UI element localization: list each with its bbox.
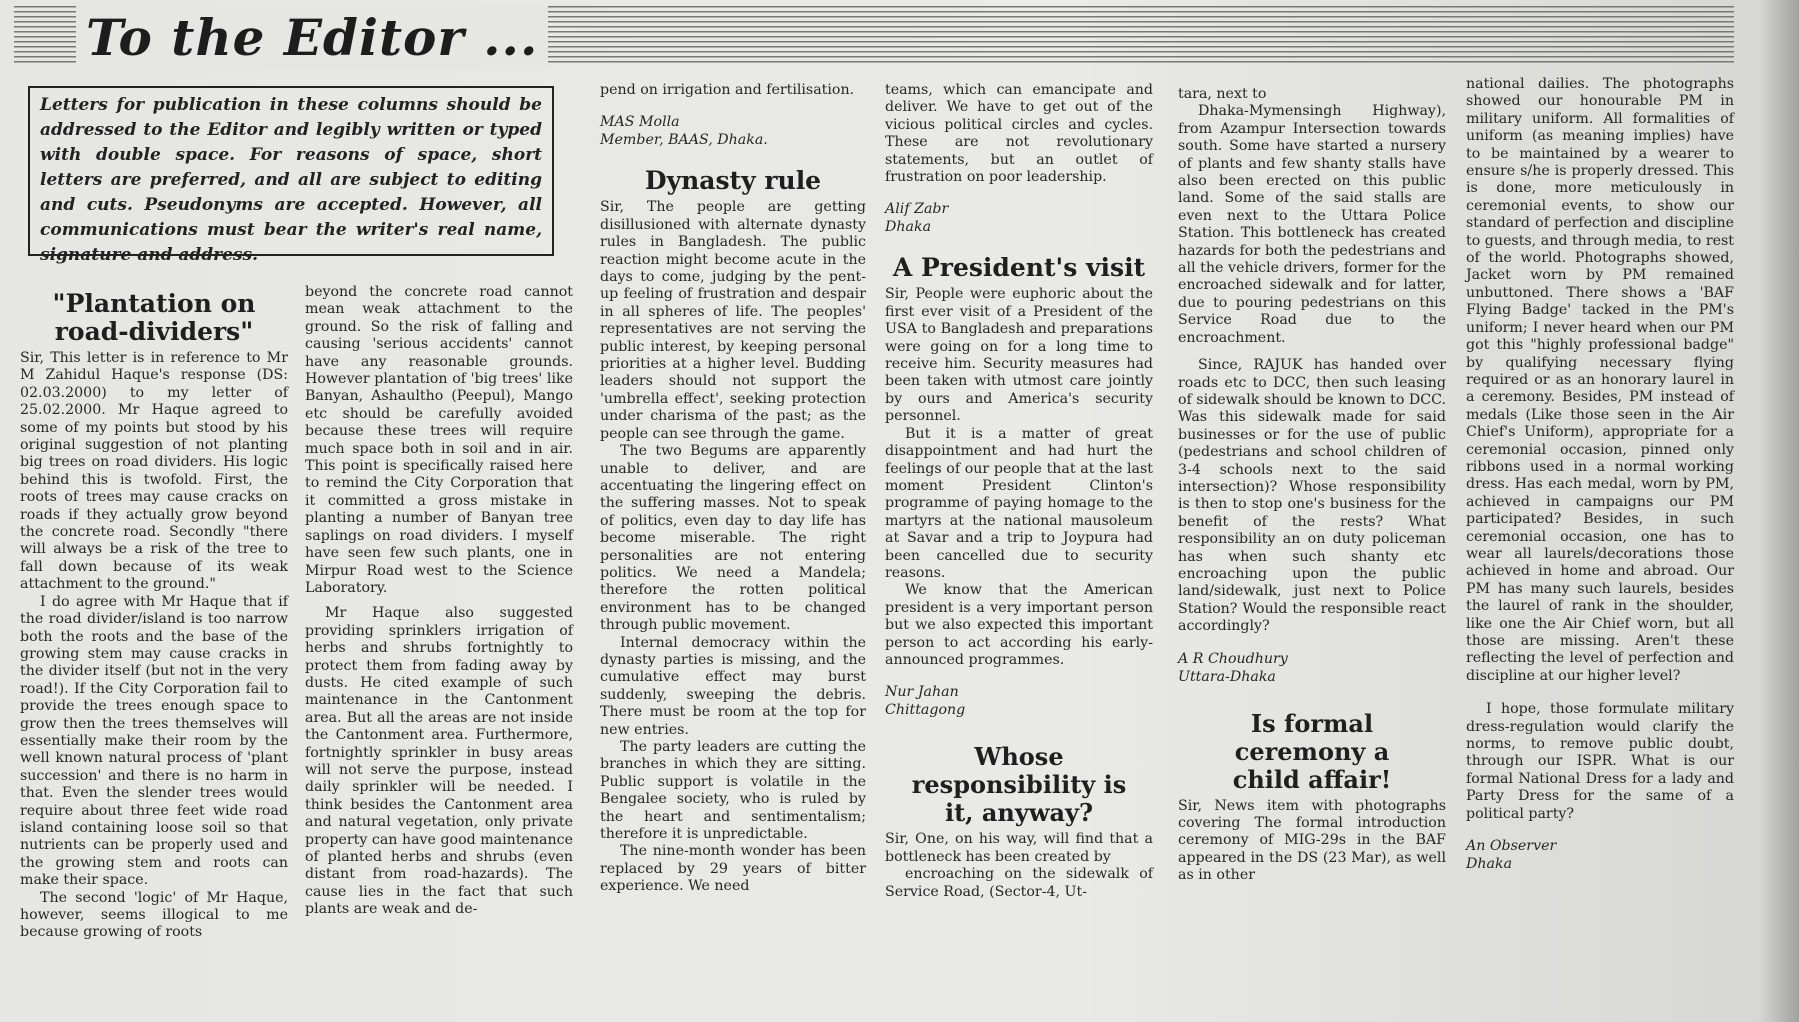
dynasty-para-2: The two Begums are apparently unable to deliver, and are accentuating the lingering effect on the suffering masses. Not to speak of politics, even day to day life has become miserable. The right personalities are not entering politics. We need a Mandela; therefore the rotten political environment has to be changed through public movement.: [600, 443, 866, 634]
signature-name: A R Choudhury: [1178, 650, 1288, 667]
dynasty-para-4: The party leaders are cutting the branches in which they are sitting. Public support is volatile in the Bengalee society, who is ruled by the heart and sentimentalism; therefore it is unpredictable.: [600, 739, 866, 843]
plantation-signature: [600, 113, 866, 149]
section-title: To the Editor ...: [76, 6, 548, 70]
responsibility-para-1: Sir, One, on his way, will find that a bottleneck has been created by: [885, 831, 1153, 865]
ceremony-cont-1: national dailies. The photographs showed our honourable PM in military uniform. All formalities of uniform (as meaning implies) have to be maintained by a wearer to ensure s/he is properly dressed. This is done, more meticulously in ceremonial events, to show our standard of perfection and discipline to guests, and through media, to rest of the world. Photographs showed, Jacket worn by PM remained unbuttoned. There shows a 'BAF Flying Badge' tacked in the PM's uniform; I never heard when our PM got this "highly professional badge" by qualifying necessary flying required or as an honorary laurel in a ceremony. Besides, PM instead of medals (Like those seen in the Air Chief's Uniform), appropriate for a ceremonial occasion, pinned only ribbons used in a normal working dress. Has each medal, worn by PM, achieved in campaigns our PM participated? Besides, in such ceremonial occasion, one has to wear all laurels/decorations those achieved in home and abroad. Our PM has many such laurels, besides the laurel of rank in the shoulder, like one the Air Chief worn, but all those are missing. Aren't these reflecting the level of perfection and discipline at our higher level?: [1466, 76, 1734, 684]
dynasty-para-1: Sir, The people are getting disillusioned with alternate dynasty rules in Bangladesh. The public reaction might become acute in the days to come, judging by the pent-up feeling of frustration and despair in all spheres of life. The peoples' representatives are not serving the public interest, by keeping personal priorities at a higher level. Budding leaders should not support the 'umbrella effect', seeking protection under charisma of the past; as the people can see through the game.: [600, 199, 866, 442]
column-1: [20, 290, 288, 942]
page-edge-shadow: [1759, 0, 1799, 1022]
column-2: [305, 284, 573, 919]
responsibility-cont-3: Since, RAJUK has handed over roads etc to DCC, then such leasing of sidewalk should be known to DCC. Was this sidewalk made for said businesses or for the use of public (pedestrians and school children of 3-4 schools next to the said intersection)? Whose responsibility is then to stop one's business for the benefit of the rests? What responsibility an on duty policeman has when such shanty etc encroaching upon the public land/sidewalk, just next to Police Station? Would the responsible react accordingly?: [1178, 357, 1446, 635]
signature-place: Member, BAAS, Dhaka.: [600, 132, 768, 149]
signature-place: Chittagong: [885, 702, 966, 719]
dynasty-para-3: Internal democracy within the dynasty parties is missing, and the cumulative effect may burst suddenly, sweeping the debris. There must be room at the top for new entries.: [600, 634, 866, 738]
ceremony-signature: [1466, 837, 1734, 873]
plantation-para-1: Sir, This letter is in reference to Mr M Zahidul Haque's response (DS: 02.03.2000) to my letter of 25.02.2000. Mr Haque agreed to some of my points but stood by his original suggestion of not planting big trees on road dividers. His logic behind this is twofold. First, the roots of trees may cause cracks on roads if they actually grow beyond the concrete road. Secondly "there will always be a risk of the tree to fall down because of its weak attachment to the ground.": [20, 350, 288, 593]
dynasty-signature: [885, 200, 1153, 236]
signature-place: Dhaka: [885, 219, 932, 236]
signature-name: Nur Jahan: [885, 684, 959, 701]
responsibility-para-2: encroaching on the sidewalk of Service Road, (Sector-4, Ut-: [885, 866, 1153, 900]
responsibility-signature: [1178, 650, 1446, 686]
headline-president: A President's visit: [892, 253, 1146, 283]
president-para-3: We know that the American president is a very important person but we also expected this important person to act according his early-announced programmes.: [885, 582, 1153, 668]
headline-plantation: "Plantation on road-dividers": [52, 289, 256, 346]
signature-name: MAS Molla: [600, 114, 680, 131]
plantation-para-2: I do agree with Mr Haque that if the road divider/island is too narrow both the roots and the base of the growing stem may cause cracks in the divider itself (but not in the very road!). If the City Corporation fail to provide the trees enough space to grow then the trees themselves will essentially make their room by the well known natural process of 'plant succession' and there is no harm in that. Even the slender trees would require about three feet wide road island containing loose soil so that nutrients can be properly used and the growing stem and roots can make their space.: [20, 593, 288, 889]
signature-name: Alif Zabr: [885, 201, 949, 218]
ceremony-para-1: Sir, News item with photographs covering The formal introduction ceremony of MIG-29s in the BAF appeared in the DS (23 Mar), as well as in other: [1178, 797, 1446, 884]
plantation-para-3: The second 'logic' of Mr Haque, however, seems illogical to me because growing of roots: [20, 889, 288, 941]
headline-ceremony: Is formal ceremony a child affair!: [1232, 708, 1392, 794]
president-para-1: Sir, People were euphoric about the first ever visit of a President of the USA to Bangladesh and preparations were going on for a long time to receive him. Security measures had been taken with utmost care jointly by ours and America's security personnel.: [885, 286, 1153, 425]
president-signature: [885, 683, 1153, 719]
column-5: [1178, 86, 1446, 885]
headline-dynasty: Dynasty rule: [644, 166, 822, 196]
column-6: [1466, 76, 1734, 873]
masthead-rules: [14, 6, 1734, 67]
president-para-2: But it is a matter of great disappointment and had hurt the feelings of our people that at the last moment President Clinton's programme of paying homage to the martyrs at the national mausoleum at Savar and a trip to Joypura had been cancelled due to security reasons.: [885, 425, 1153, 581]
column-3: [600, 82, 866, 896]
submission-notice-box: Letters for publication in these columns should be addressed to the Editor and legibly written or typed with double space. For reasons of space, short letters are preferred, and all are subject to editing and cuts. Pseudonyms are accepted. However, all communications must bear the writer's real name, signature and address.: [28, 86, 554, 256]
signature-place: Uttara-Dhaka: [1178, 668, 1276, 685]
plantation-closing: pend on irrigation and fertilisation.: [600, 82, 855, 98]
dynasty-continued: teams, which can emancipate and deliver. We have to get out of the vicious political circles and cycles. These are not revolutionary statements, but an outlet of frustration on poor leadership.: [885, 82, 1153, 186]
dynasty-para-5: The nine-month wonder has been replaced by 29 years of bitter experience. We need: [600, 843, 866, 895]
plantation-para-4: beyond the concrete road cannot mean weak attachment to the ground. So the risk of falling and causing 'serious accidents' cannot have any reasonable grounds. However plantation of 'big trees' like Banyan, Ashaultho (Peepul), Mango etc should be carefully avoided because these trees will require much space both in soil and in air. This point is specifically raised here to remind the City Corporation that it committed a gross mistake in planting a number of Banyan tree saplings on road dividers. I myself have seen few such plants, one in Mirpur Road west to the Science Laboratory.: [305, 284, 573, 596]
plantation-para-5: Mr Haque also suggested providing sprinklers irrigation of herbs and shrubs fortnightly to protect them from fading away by dusts. He cited example of such maintenance in the Cantonment area. But all the areas are not inside the Cantonment area. Furthermore, fortnightly sprinkler in busy areas will not serve the purpose, instead daily sprinkler will be needed. I think besides the Cantonment area and natural vegetation, only private property can have good maintenance of planted herbs and shrubs (even distant from road-hazards). The cause lies in the fact that such plants are weak and de-: [305, 605, 573, 918]
headline-responsibility: Whose responsibility is it, anyway?: [911, 742, 1127, 828]
signature-name: An Observer: [1466, 838, 1557, 855]
responsibility-cont-1: tara, next to: [1178, 86, 1267, 102]
signature-place: Dhaka: [1466, 856, 1513, 873]
responsibility-cont-2: Dhaka-Mymensingh Highway), from Azampur Intersection towards south. Some have started a nursery of plants and few shanty stalls have also been erected on this public land. Some of the said stalls are even next to the Uttara Police Station. This bottleneck has created hazards for both the pedestrians and all the vehicle drivers, former for the encroached sidewalk and for latter, due to pouring pedestrians on this Service Road due to the encroachment.: [1178, 103, 1446, 346]
column-4: [885, 82, 1153, 901]
ceremony-cont-2: I hope, those formulate military dress-regulation would clarify the norms, to remove public doubt, through our ISPR. What is our formal National Dress for a lady and Party Dress for the same of a political party?: [1466, 701, 1734, 822]
